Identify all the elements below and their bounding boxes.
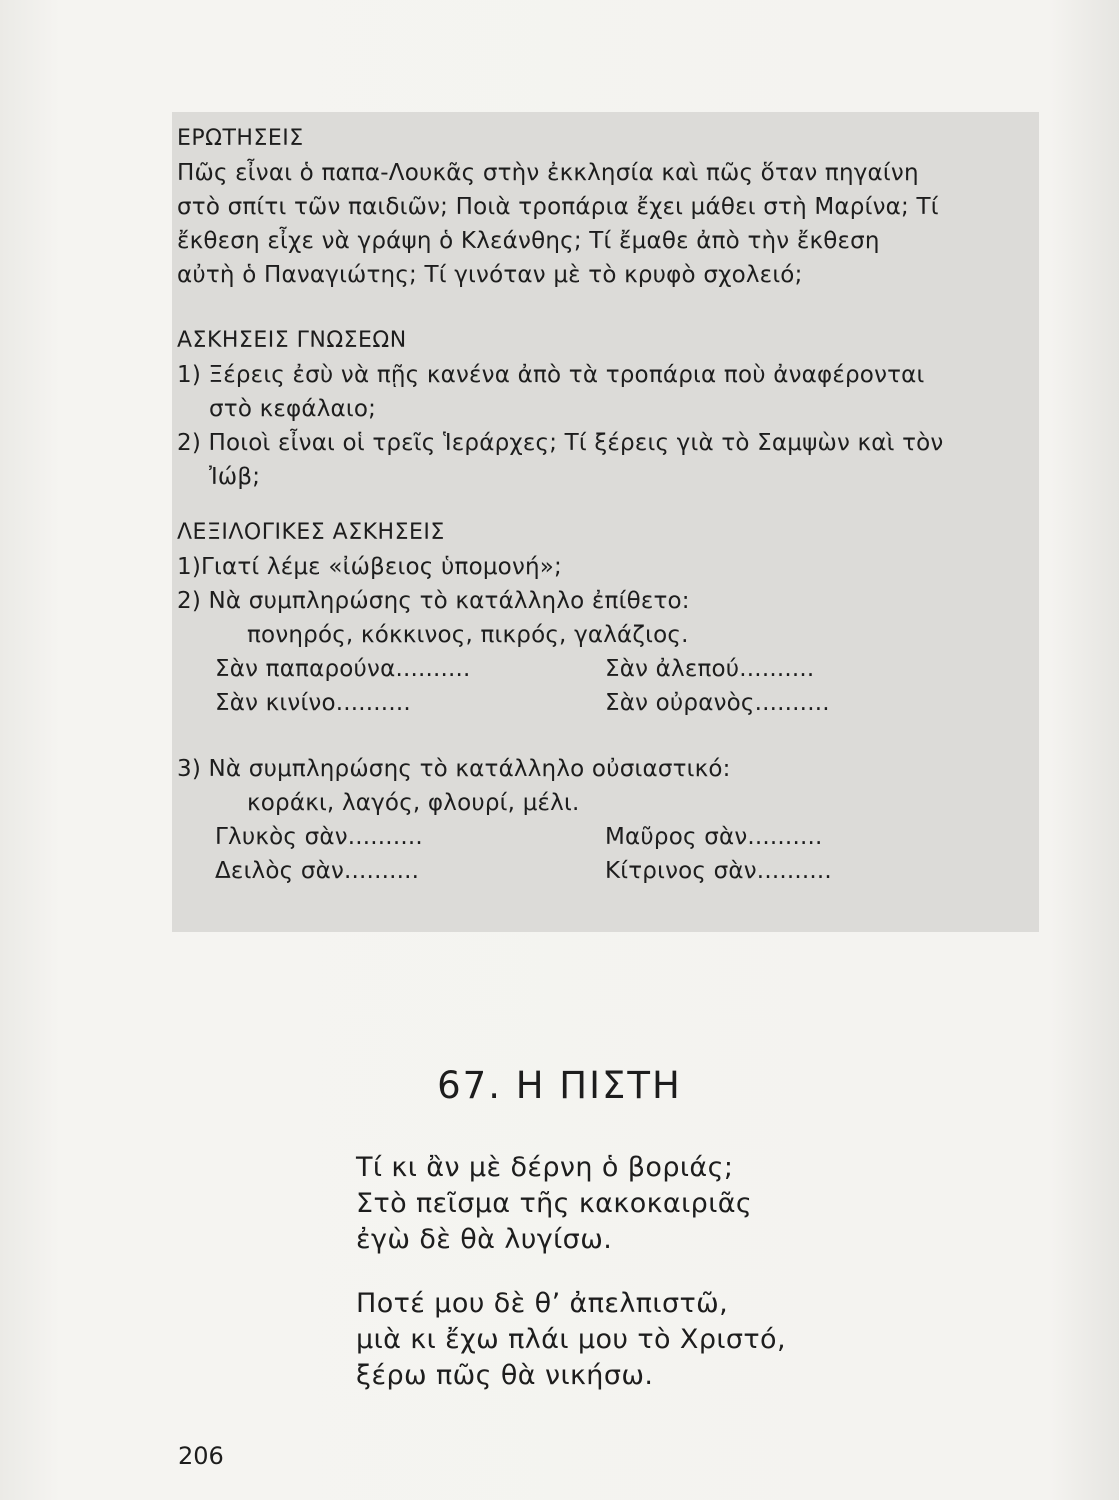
fill-row	[177, 686, 1037, 720]
knowledge-item-2-cont: Ἰώβ;	[209, 464, 261, 490]
questions-line-1: Πῶς εἶναι ὁ παπα-Λουκᾶς στὴν ἐκκλησία καὶ πῶς ὅταν πηγαίνη	[177, 160, 919, 186]
questions-heading: ΕΡΩΤΗΣΕΙΣ	[177, 126, 304, 151]
fill-blank: Σὰν παπαρούνα..........	[215, 656, 471, 682]
fill-blank: Σὰν ἀλεπού..........	[605, 656, 815, 682]
questions-line-3: ἔκθεση εἶχε νὰ γράψη ὁ Κλεάνθης; Τί ἔμαθε ἀπὸ τὴν ἔκθεση	[177, 228, 880, 254]
poem-line: Στὸ πεῖσμα τῆς κακοκαιριᾶς	[356, 1188, 753, 1219]
poem-stanza-2	[356, 1286, 786, 1394]
poem-line: ξέρω πῶς θὰ νικήσω.	[356, 1360, 654, 1391]
fill-blank: Κίτρινος σὰν..........	[605, 858, 832, 884]
fill-blank: Σὰν οὐρανὸς..........	[605, 690, 830, 716]
fill-blank: Γλυκὸς σὰν..........	[215, 824, 423, 850]
vocabulary-heading: ΛΕΞΙΛΟΓΙΚΕΣ ΑΣΚΗΣΕΙΣ	[177, 520, 445, 545]
knowledge-item-1-cont: στὸ κεφάλαιο;	[209, 396, 377, 422]
fill-row	[177, 820, 1037, 854]
knowledge-item-1: 1) Ξέρεις ἐσὺ νὰ πῇς κανένα ἀπὸ τὰ τροπάρια ποὺ ἀναφέρονται	[177, 362, 925, 388]
fill-blank: Σὰν κινίνο..........	[215, 690, 411, 716]
chapter-title: 67. Η ΠΙΣΤΗ	[437, 1064, 682, 1107]
questions-line-2: στὸ σπίτι τῶν παιδιῶν; Ποιὰ τροπάρια ἔχει μάθει στὴ Μαρίνα; Τί	[177, 194, 939, 220]
page-number: 206	[178, 1442, 224, 1470]
vocabulary-item-3: 3) Νὰ συμπληρώσης τὸ κατάλληλο οὐσιαστικό:	[177, 756, 731, 782]
questions-line-4: αὐτὴ ὁ Παναγιώτης; Τί γινόταν μὲ τὸ κρυφὸ σχολειό;	[177, 262, 803, 288]
vocabulary-item-1: 1)Γιατί λέμε «ἰώβειος ὑπομονή»;	[177, 554, 562, 580]
vocabulary-item-2-words: πονηρός, κόκκινος, πικρός, γαλάζιος.	[247, 622, 689, 648]
poem-line: μιὰ κι ἔχω πλάι μου τὸ Χριστό,	[356, 1324, 786, 1355]
exercises-content	[177, 122, 1037, 888]
fill-blank: Μαῦρος σὰν..........	[605, 824, 823, 850]
fill-blank: Δειλὸς σὰν..........	[215, 858, 420, 884]
knowledge-heading: ΑΣΚΗΣΕΙΣ ΓΝΩΣΕΩΝ	[177, 328, 407, 353]
poem	[356, 1150, 786, 1422]
fill-row	[177, 854, 1037, 888]
vocabulary-item-2: 2) Νὰ συμπληρώσης τὸ κατάλληλο ἐπίθετο:	[177, 588, 690, 614]
knowledge-item-2: 2) Ποιοὶ εἶναι οἱ τρεῖς Ἱεράρχες; Τί ξέρεις γιὰ τὸ Σαμψὼν καὶ τὸν	[177, 430, 944, 456]
poem-line: ἐγὼ δὲ θὰ λυγίσω.	[356, 1224, 613, 1255]
poem-stanza-1	[356, 1150, 786, 1258]
poem-line: Ποτέ μου δὲ θ’ ἀπελπιστῶ,	[356, 1288, 729, 1319]
fill-row	[177, 652, 1037, 686]
vocabulary-item-3-words: κοράκι, λαγός, φλουρί, μέλι.	[247, 790, 580, 816]
poem-line: Τί κι ἂν μὲ δέρνη ὁ βοριάς;	[356, 1152, 734, 1183]
